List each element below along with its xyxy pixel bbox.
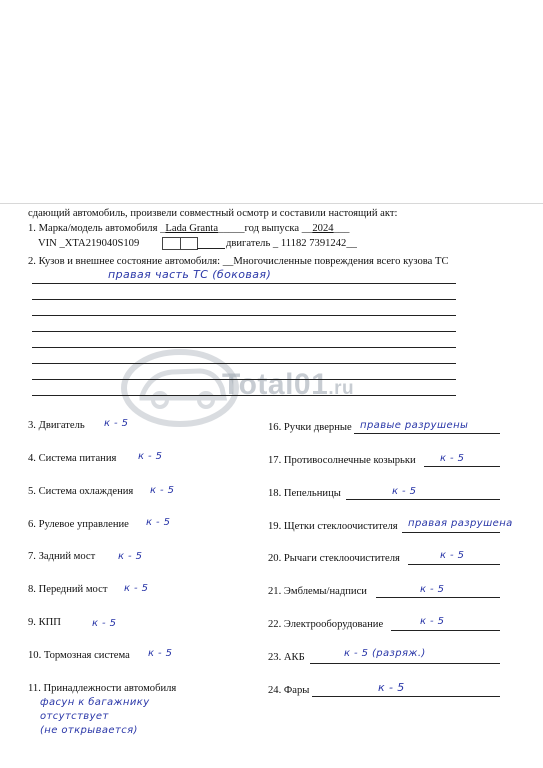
right-item-label: 18. Пепельницы (268, 488, 341, 499)
left-item-value: к - 5 (124, 583, 149, 594)
left-item-value: к - 5 (138, 451, 163, 462)
left-item-value: к - 5 (150, 485, 175, 496)
vin-label: VIN _ (38, 238, 65, 249)
left-item-label: 10. Тормозная система (28, 650, 130, 661)
right-item-value: к - 5 (440, 453, 465, 464)
right-item-label: 19. Щетки стеклоочистителя (268, 521, 398, 532)
left-item-label: 8. Передний мост (28, 584, 108, 595)
left-item-label: 4. Система питания (28, 453, 117, 464)
right-item-underline (424, 466, 500, 467)
left-item-value: к - 5 (92, 618, 117, 629)
year-value: 2024 (312, 223, 334, 234)
body-line-5 (32, 347, 456, 348)
right-item-label: 24. Фары (268, 685, 310, 696)
body-line-3 (32, 315, 456, 316)
vin-line (38, 238, 139, 250)
intro-line: сдающий автомобиль, произвели совместный осмотр и составили настоящий акт: (28, 208, 398, 219)
right-item-value: к - 5 (440, 550, 465, 561)
right-item-value: к - 5 (392, 486, 417, 497)
vin-redaction-box-2 (180, 237, 198, 250)
right-item-value: к - 5 (420, 584, 445, 595)
left-item-label: 3. Двигатель (28, 420, 85, 431)
left-item-label: 5. Система охлаждения (28, 486, 134, 497)
right-item-label: 22. Электрооборудование (268, 619, 384, 630)
item2-handwritten: правая часть ТС (боковая) (108, 268, 272, 281)
engine-label: двигатель _ (226, 238, 279, 249)
right-item-underline (402, 532, 500, 533)
right-item-label: 21. Эмблемы/надписи (268, 586, 367, 597)
right-item-underline (408, 564, 500, 565)
item1-line (28, 223, 349, 235)
right-item-value: к - 5 (разряж.) (344, 648, 426, 659)
item1-label: 1. Марка/модель автомобиля _ (28, 223, 166, 234)
vin-value: XTA219040S109 (64, 238, 140, 249)
blank-header-area (0, 0, 543, 204)
body-line-6 (32, 363, 456, 364)
left-item-label: 6. Рулевое управление (28, 519, 129, 530)
accessories-handwritten-line: (не открывается) (40, 725, 138, 736)
right-item-underline (312, 696, 500, 697)
model-value: Lada Granta (165, 223, 219, 234)
left-item-value: к - 5 (104, 418, 129, 429)
right-item-label: 16. Ручки дверные (268, 422, 352, 433)
year-tail: ___ (333, 223, 350, 234)
left-item-value: к - 5 (148, 648, 173, 659)
right-item-value: к - 5 (378, 681, 405, 694)
left-item-label: 7. Задний мост (28, 551, 96, 562)
right-item-label: 20. Рычаги стеклоочистителя (268, 553, 400, 564)
watermark-text: Total01.ru (222, 368, 355, 401)
vin-underline (197, 248, 225, 249)
item2-label: 2. Кузов и внешнее состояние автомобиля: __Многочисленные повреждения всего кузова ТС (28, 256, 449, 267)
vin-redaction-box-1 (162, 237, 181, 250)
accessories-handwritten-line: отсутствует (40, 711, 109, 722)
right-item-underline (354, 433, 500, 434)
right-item-underline (346, 499, 500, 500)
body-line-2 (32, 299, 456, 300)
body-line-8 (32, 395, 456, 396)
body-line-7 (32, 379, 456, 380)
left-item-value: к - 5 (118, 551, 143, 562)
engine-tail: __ (346, 238, 357, 249)
right-item-label: 23. АКБ (268, 652, 305, 663)
accessories-handwritten-line: фасун к багажнику (40, 697, 150, 708)
engine-value: 11182 7391242 (280, 238, 347, 249)
right-item-underline (310, 663, 500, 664)
year-label: _____год выпуска __ (218, 223, 313, 234)
right-item-underline (376, 597, 500, 598)
body-line-1 (32, 283, 456, 284)
left-item-value: к - 5 (146, 517, 171, 528)
right-item-value: к - 5 (420, 616, 445, 627)
right-item-value: правые разрушены (360, 420, 469, 431)
body-line-4 (32, 331, 456, 332)
left-item-label: 11. Принадлежности автомобиля (28, 683, 177, 694)
engine-line (226, 238, 357, 250)
left-item-label: 9. КПП (28, 617, 61, 628)
right-item-value: правая разрушена (408, 518, 513, 529)
right-item-label: 17. Противосолнечные козырьки (268, 455, 416, 466)
right-item-underline (391, 630, 500, 631)
